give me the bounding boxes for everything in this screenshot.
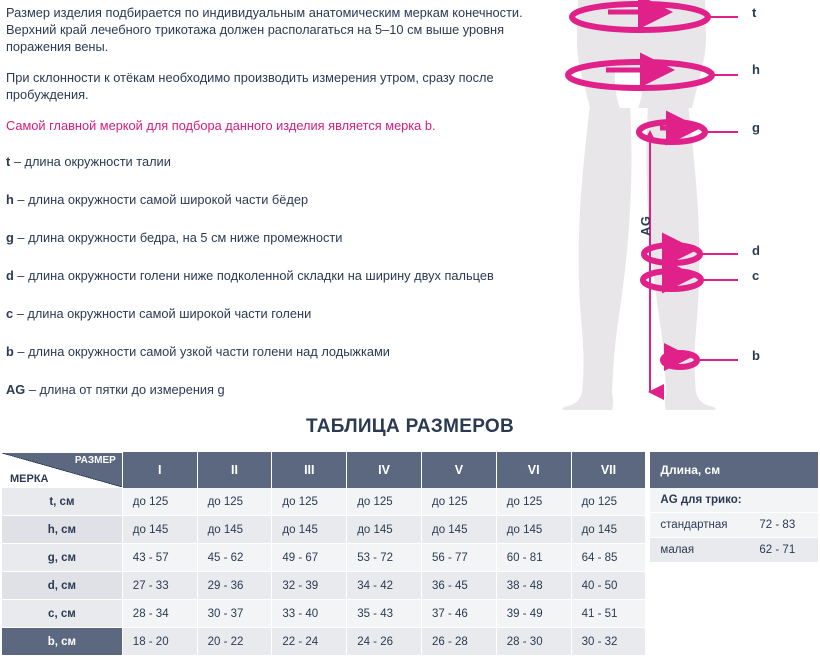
cell-d-1: 27 - 33	[122, 572, 197, 600]
table-row	[2, 544, 645, 572]
table-row	[2, 488, 645, 516]
row-label-c: c, см	[2, 600, 122, 628]
illustration-label-ag: AG	[638, 215, 653, 236]
legend-key-ag: AG	[6, 382, 26, 397]
illustration-label-b: b	[752, 348, 760, 363]
table-header-row	[2, 452, 645, 488]
legend-key-g: g	[6, 230, 14, 245]
legs-diagram-svg	[520, 0, 820, 410]
cell-c-1: 28 - 34	[122, 600, 197, 628]
row-label-h: h, см	[2, 516, 122, 544]
legend-text-g: – длина окружности бедра, на 5 см ниже промежности	[17, 230, 343, 245]
cell-b-2: 20 - 22	[197, 628, 272, 656]
cell-d-3: 32 - 39	[272, 572, 347, 600]
legend-item-ag	[6, 382, 526, 398]
cell-h-5: до 145	[421, 516, 496, 544]
cell-c-4: 35 - 43	[347, 600, 422, 628]
legend-text-b: – длина окружности самой узкой части голени над лодыжками	[17, 344, 390, 359]
cell-h-3: до 145	[272, 516, 347, 544]
cell-g-4: 53 - 72	[347, 544, 422, 572]
cell-h-1: до 145	[122, 516, 197, 544]
cell-h-2: до 145	[197, 516, 272, 544]
legend-key-d: d	[6, 268, 14, 283]
cell-h-6: до 145	[496, 516, 571, 544]
column-header-4: IV	[347, 452, 422, 488]
illustration-label-c: c	[752, 268, 760, 283]
table-row	[2, 628, 645, 656]
cell-t-1: до 125	[122, 488, 197, 516]
cell-g-3: 49 - 67	[272, 544, 347, 572]
cell-c-2: 30 - 37	[197, 600, 272, 628]
cell-d-7: 40 - 50	[571, 572, 645, 600]
legend-text-d: – длина окружности голени ниже подколенной складки на ширину двух пальцев	[17, 268, 494, 283]
legend-key-b: b	[6, 344, 14, 359]
intro-paragraph-2: При склонности к отёкам необходимо производить измерения утром, сразу после пробуждения.	[6, 70, 494, 102]
legend-key-t: t	[6, 154, 11, 169]
cell-h-7: до 145	[571, 516, 645, 544]
cell-c-3: 33 - 40	[272, 600, 347, 628]
illustration-label-g: g	[752, 120, 760, 135]
length-filler-row	[650, 563, 818, 592]
length-table	[650, 452, 818, 647]
length-value-standard: 72 - 83	[755, 513, 818, 538]
legend-item-b	[6, 344, 526, 360]
length-filler-row	[650, 619, 818, 647]
legend-key-c: c	[6, 306, 14, 321]
cell-d-2: 29 - 36	[197, 572, 272, 600]
legend-item-d	[6, 268, 526, 284]
legend-text-ag: – длина от пятки до измерения g	[28, 382, 225, 397]
legend-item-h	[6, 192, 526, 208]
cell-b-7: 30 - 32	[571, 628, 645, 656]
column-header-2: II	[197, 452, 272, 488]
cell-g-2: 45 - 62	[197, 544, 272, 572]
length-row	[650, 538, 818, 563]
corner-measure-label: МЕРКА	[10, 473, 49, 485]
legend-text-t: – длина окружности талии	[13, 154, 171, 169]
cell-c-6: 39 - 49	[496, 600, 571, 628]
cell-t-7: до 125	[571, 488, 645, 516]
table-corner-cell	[2, 452, 122, 488]
body-measurement-illustration	[520, 0, 820, 410]
column-header-3: III	[272, 452, 347, 488]
length-header-row	[650, 452, 818, 488]
cell-t-2: до 125	[197, 488, 272, 516]
legend-item-g	[6, 230, 526, 246]
length-label-small: малая	[650, 538, 755, 563]
sizes-table-title: ТАБЛИЦА РАЗМЕРОВ	[305, 416, 515, 437]
column-header-1: I	[122, 452, 197, 488]
table-row	[2, 572, 645, 600]
cell-d-6: 38 - 48	[496, 572, 571, 600]
cell-d-4: 34 - 42	[347, 572, 422, 600]
length-filler	[650, 591, 818, 619]
cell-b-6: 28 - 30	[496, 628, 571, 656]
cell-d-5: 36 - 45	[421, 572, 496, 600]
length-row	[650, 513, 818, 538]
row-label-g: g, см	[2, 544, 122, 572]
length-title-row	[650, 488, 818, 513]
length-filler-row	[650, 591, 818, 619]
legend-item-c	[6, 306, 526, 322]
row-label-t: t, см	[2, 488, 122, 516]
cell-c-5: 37 - 46	[421, 600, 496, 628]
length-filler	[650, 563, 818, 592]
legend-item-t	[6, 154, 526, 170]
row-label-d: d, см	[2, 572, 122, 600]
intro-paragraph-1: Размер изделия подбирается по индивидуальным анатомическим меркам конечности. Верхний край лечебного трикотажа должен располагаться на 5–10 см выше уровня поражения вены.	[6, 5, 523, 54]
cell-h-4: до 145	[347, 516, 422, 544]
corner-size-label: РАЗМЕР	[74, 455, 116, 466]
description-column	[6, 4, 526, 420]
intro-highlight: Самой главной меркой для подбора данного изделия является мерка b.	[6, 118, 436, 133]
illustration-label-h: h	[752, 62, 760, 77]
legend-key-h: h	[6, 192, 14, 207]
length-filler	[650, 619, 818, 647]
cell-g-5: 56 - 77	[421, 544, 496, 572]
cell-g-6: 60 - 81	[496, 544, 571, 572]
table-row	[2, 600, 645, 628]
length-label-standard: стандартная	[650, 513, 755, 538]
cell-c-7: 41 - 51	[571, 600, 645, 628]
length-subtitle: AG для трико:	[650, 488, 818, 513]
cell-g-1: 43 - 57	[122, 544, 197, 572]
cell-t-6: до 125	[496, 488, 571, 516]
row-label-b: b, см	[2, 628, 122, 656]
cell-g-7: 64 - 85	[571, 544, 645, 572]
illustration-label-t: t	[752, 5, 757, 20]
illustration-label-d: d	[752, 243, 760, 258]
length-header: Длина, см	[650, 452, 818, 488]
column-header-5: V	[421, 452, 496, 488]
column-header-7: VII	[571, 452, 645, 488]
legend-text-c: – длина окружности самой широкой части голени	[16, 306, 312, 321]
cell-t-5: до 125	[421, 488, 496, 516]
cell-b-4: 24 - 26	[347, 628, 422, 656]
tables-area	[0, 452, 820, 656]
cell-b-5: 26 - 28	[421, 628, 496, 656]
legend-text-h: – длина окружности самой широкой части бёдер	[17, 192, 309, 207]
length-value-small: 62 - 71	[755, 538, 818, 563]
cell-b-3: 22 - 24	[272, 628, 347, 656]
sizes-table	[2, 452, 645, 656]
column-header-6: VI	[496, 452, 571, 488]
table-row	[2, 516, 645, 544]
cell-t-4: до 125	[347, 488, 422, 516]
cell-t-3: до 125	[272, 488, 347, 516]
cell-b-1: 18 - 20	[122, 628, 197, 656]
